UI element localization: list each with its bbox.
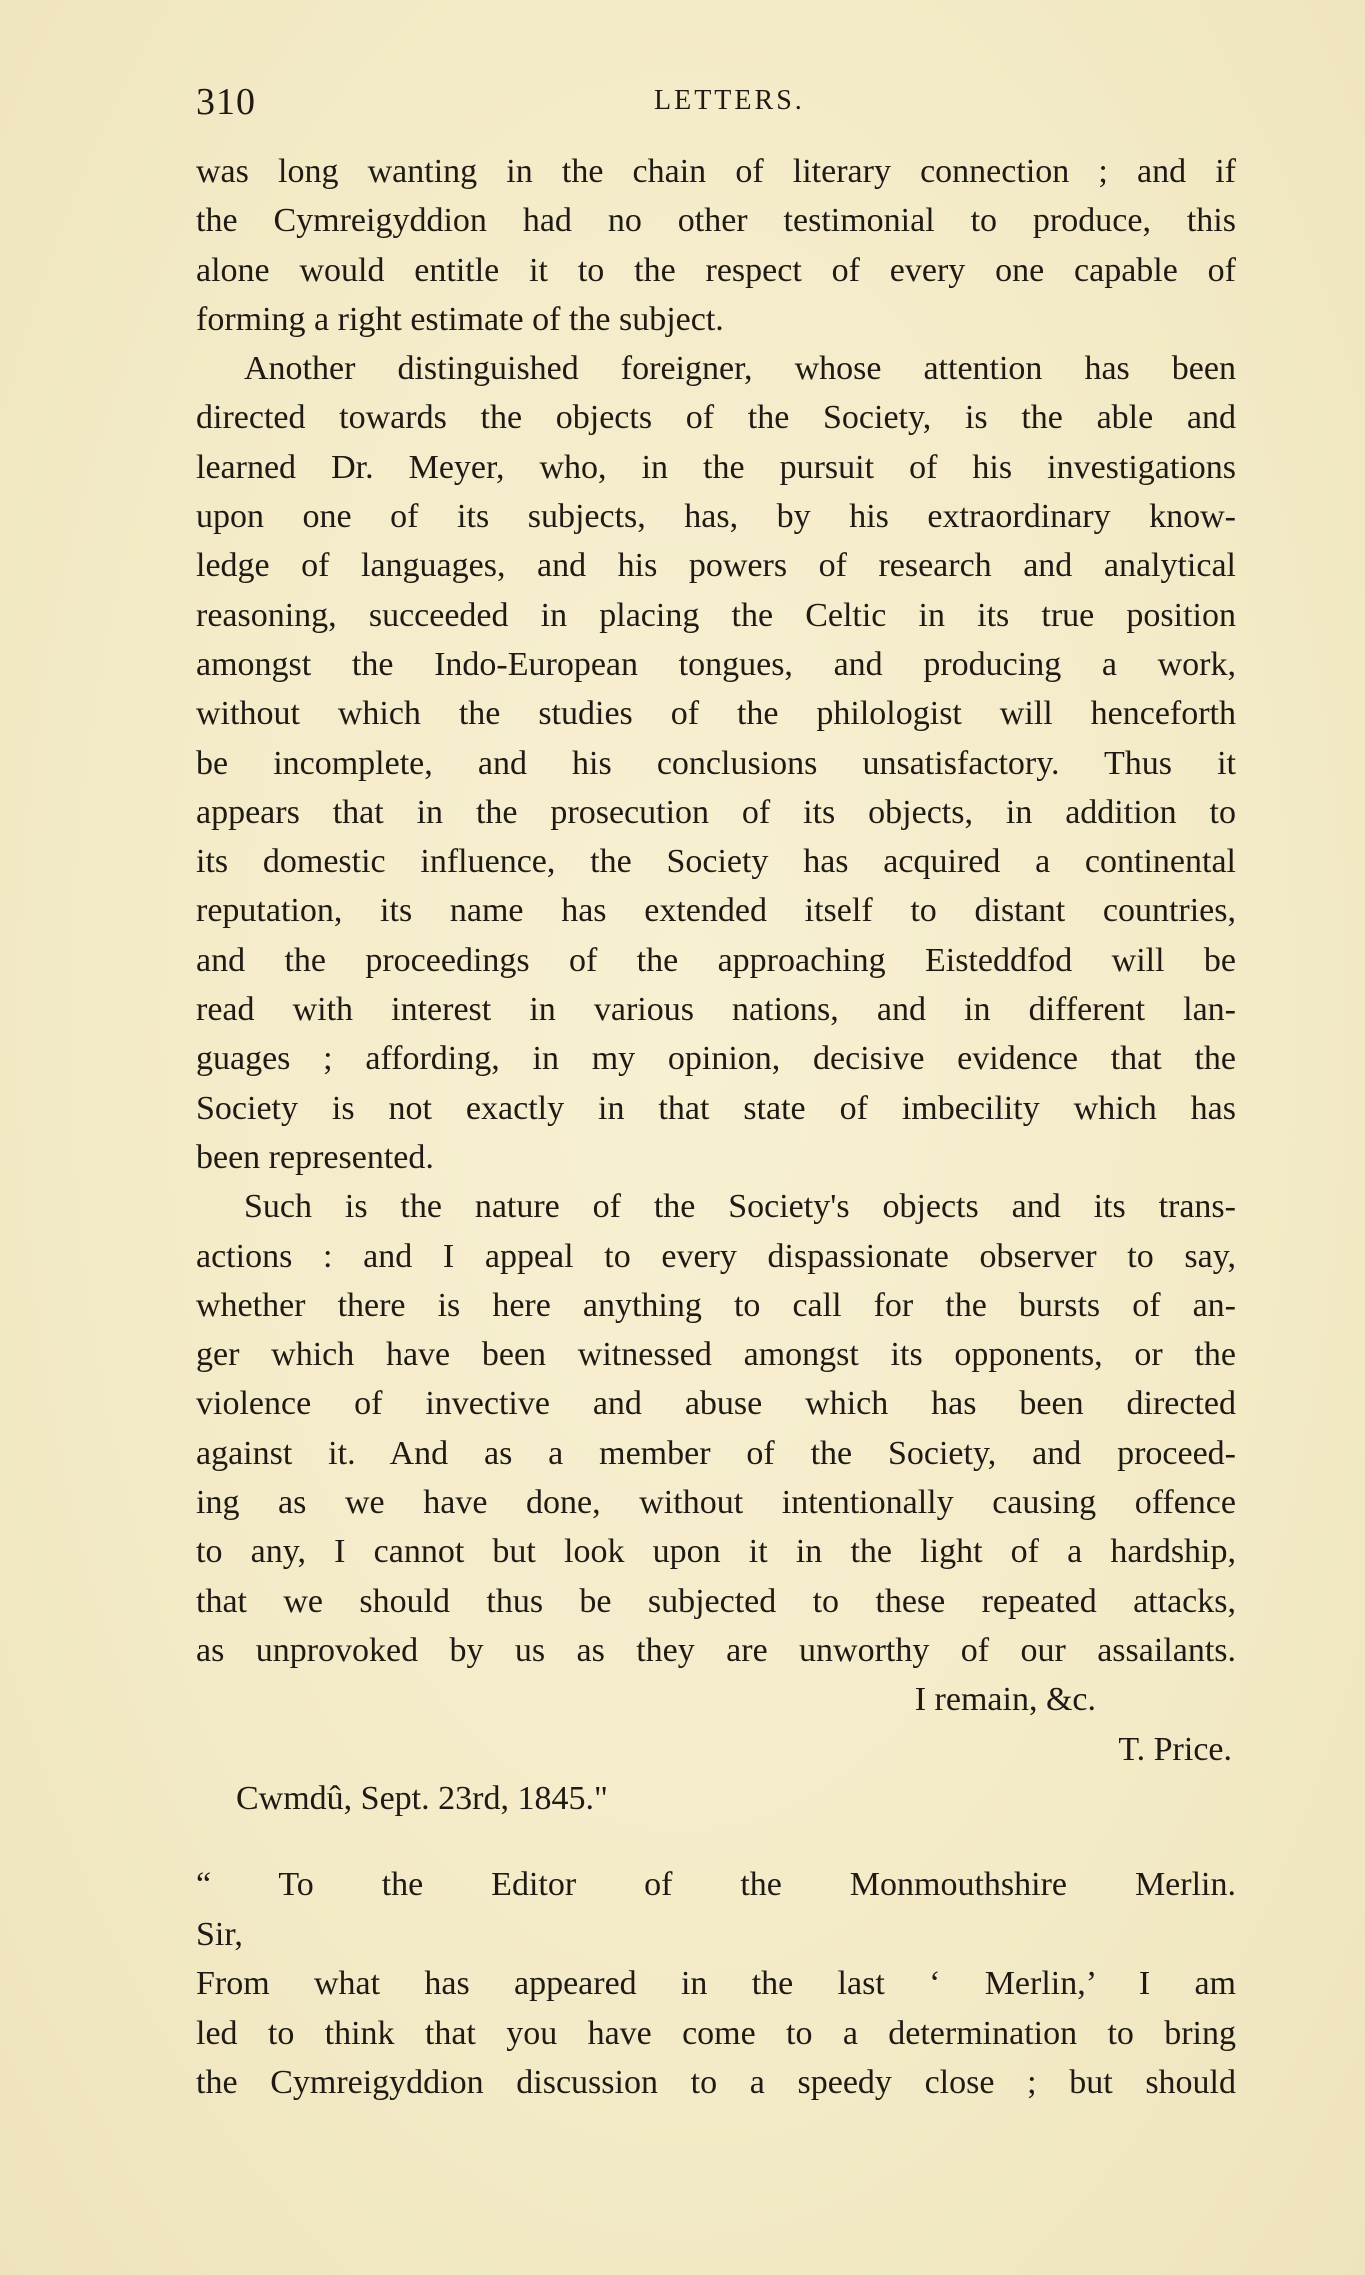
text-line: as unprovoked by us as they are unworthy of our assailants. <box>196 1631 1236 1669</box>
text-line: Such is the nature of the Society's objects and its trans- <box>244 1188 1236 1226</box>
text-line: ing as we have done, without intentionally causing offence <box>196 1484 1236 1522</box>
page-header <box>196 80 1236 130</box>
text-line: directed towards the objects of the Society, is the able and <box>196 399 1236 437</box>
text-line: Society is not exactly in that state of imbecility which has <box>196 1089 1236 1127</box>
text-line: the Cymreigyddion discussion to a speedy close ; but should <box>196 2064 1236 2102</box>
running-head: LETTERS. <box>654 85 805 116</box>
text-line: learned Dr. Meyer, who, in the pursuit of his investigations <box>196 448 1236 486</box>
letter-body <box>196 147 1236 1823</box>
text-line: against it. And as a member of the Society, and proceed- <box>196 1434 1236 1472</box>
text-line: forming a right estimate of the subject. <box>196 300 724 338</box>
text-line: From what has appeared in the last ‘ Merlin,’ I am <box>196 1965 1236 2003</box>
text-line: without which the studies of the philologist will henceforth <box>196 695 1236 733</box>
text-line: upon one of its subjects, has, by his extraordinary know- <box>196 498 1236 536</box>
second-letter <box>196 1860 1236 2108</box>
text-line: ledge of languages, and his powers of research and analytical <box>196 547 1236 585</box>
addressee-line: “ To the Editor of the Monmouthshire Merlin. <box>196 1866 1236 1903</box>
paragraph-3 <box>196 1182 1236 1675</box>
text-line: was long wanting in the chain of literary connection ; and if <box>196 153 1236 190</box>
text-line: been represented. <box>196 1138 434 1176</box>
page-number: 310 <box>196 81 256 123</box>
text-line: be incomplete, and his conclusions unsatisfactory. Thus it <box>196 744 1236 782</box>
text-line: ger which have been witnessed amongst its opponents, or the <box>196 1336 1236 1374</box>
valediction: I remain, &c. <box>914 1681 1096 1719</box>
text-line: violence of invective and abuse which has been directed <box>196 1385 1236 1423</box>
text-line: alone would entitle it to the respect of every one capable of <box>196 251 1236 289</box>
paragraph-1 <box>196 147 1236 344</box>
text-line: its domestic influence, the Society has acquired a continental <box>196 843 1236 881</box>
paragraph-2 <box>196 344 1236 1182</box>
text-line: whether there is here anything to call for the bursts of an- <box>196 1286 1236 1324</box>
text-line: reasoning, succeeded in placing the Celtic in its true position <box>196 596 1236 634</box>
text-line: the Cymreigyddion had no other testimonial to produce, this <box>196 202 1236 240</box>
text-line: actions : and I appeal to every dispassionate observer to say, <box>196 1237 1236 1275</box>
text-line: read with interest in various nations, and in different lan- <box>196 991 1236 1029</box>
text-line: guages ; affording, in my opinion, decisive evidence that the <box>196 1040 1236 1078</box>
text-line: to any, I cannot but look upon it in the light of a hardship, <box>196 1533 1236 1571</box>
text-line: appears that in the prosecution of its objects, in addition to <box>196 793 1236 831</box>
signature: T. Price. <box>1118 1730 1232 1768</box>
text-line: Another distinguished foreigner, whose attention has been <box>244 350 1236 388</box>
letter-closing <box>196 1675 1236 1823</box>
place-date: Cwmdû, Sept. 23rd, 1845." <box>236 1779 608 1817</box>
salutation: Sir, <box>196 1915 243 1953</box>
text-line: and the proceedings of the approaching Eisteddfod will be <box>196 941 1236 979</box>
text-line: that we should thus be subjected to these repeated attacks, <box>196 1582 1236 1620</box>
text-line: reputation, its name has extended itself to distant countries, <box>196 892 1236 930</box>
text-line: led to think that you have come to a determination to bring <box>196 2014 1236 2052</box>
text-line: amongst the Indo-European tongues, and producing a work, <box>196 645 1236 683</box>
